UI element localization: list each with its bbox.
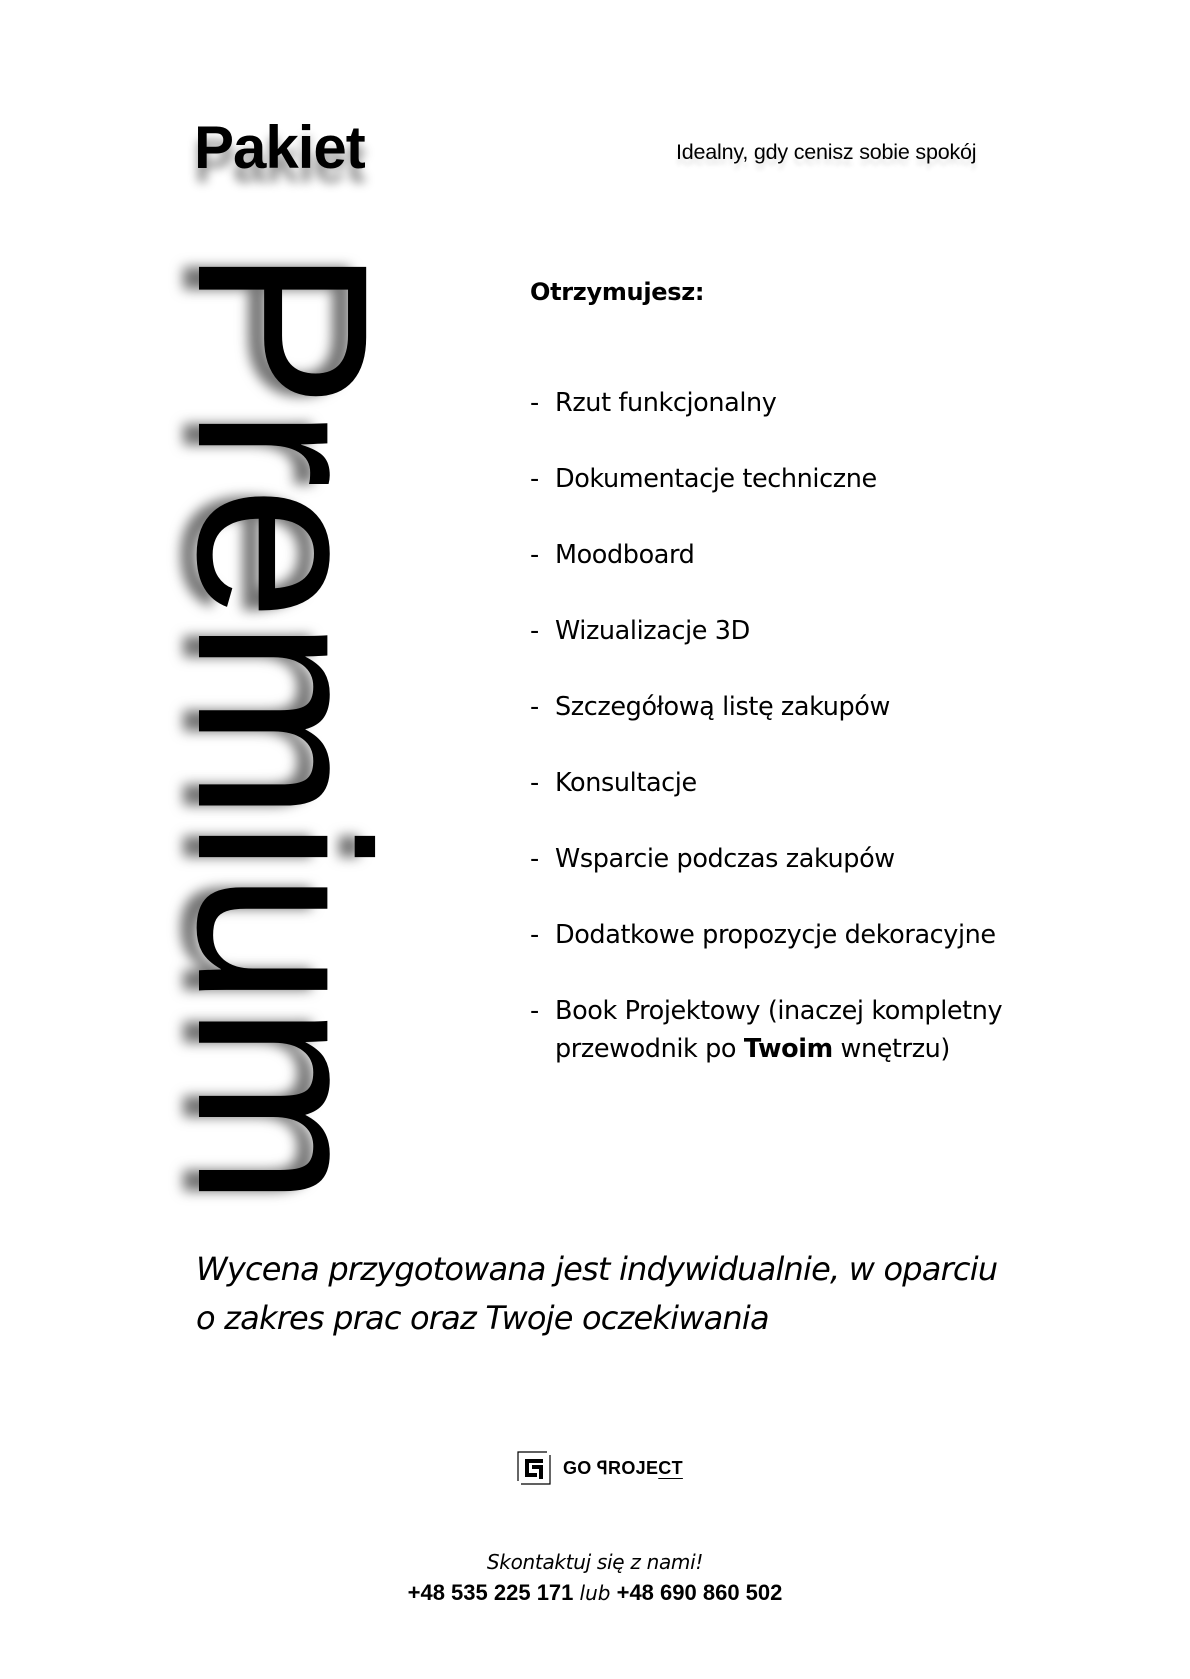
features-list [530, 384, 1090, 1106]
company-name-main: ꟼROJE [596, 1458, 659, 1478]
list-item [530, 688, 1090, 726]
company-name [563, 1459, 683, 1477]
list-item-label: Dokumentacje techniczne [555, 464, 877, 494]
package-name-vertical [147, 247, 418, 1206]
dash-bullet-icon: - [530, 844, 539, 874]
dash-bullet-icon: - [530, 920, 539, 950]
list-item-label: Rzut funkcjonalny [555, 388, 777, 418]
list-item-label: Moodboard [555, 540, 695, 570]
dash-bullet-icon: - [530, 464, 539, 494]
dash-bullet-icon: - [530, 996, 539, 1026]
list-item-label: Konsultacje [555, 768, 697, 798]
contact-section [0, 1548, 1190, 1608]
dash-bullet-icon: - [530, 768, 539, 798]
list-item-label: Wsparcie podczas zakupów [555, 844, 895, 874]
go-project-logo-icon [517, 1451, 551, 1485]
dash-bullet-icon: - [530, 692, 539, 722]
dash-bullet-icon: - [530, 616, 539, 646]
list-item-label: Wizualizacje 3D [555, 616, 750, 646]
phone-number-2[interactable]: +48 690 860 502 [616, 1580, 783, 1605]
pricing-note-line2: o zakres prac oraz Twoje oczekiwania [196, 1299, 769, 1337]
list-item [530, 384, 1090, 422]
list-item [530, 992, 1090, 1068]
company-logo [517, 1451, 683, 1485]
list-item-label-line1: Book Projektowy (inaczej kompletny [555, 996, 1003, 1026]
company-name-prefix: GO [563, 1458, 597, 1478]
phone-separator: lub [579, 1581, 611, 1605]
label-text: wnętrzu) [832, 1034, 950, 1064]
list-item-label: Dodatkowe propozycje dekoracyjne [555, 920, 996, 950]
contact-cta: Skontaktuj się z nami! [486, 1550, 704, 1574]
list-item [530, 764, 1090, 802]
label-text: przewodnik po [555, 1034, 744, 1064]
list-item [530, 460, 1090, 498]
list-item-label: Szczegółową listę zakupów [555, 692, 890, 722]
pricing-note-line1: Wycena przygotowana jest indywidualnie, w oparciu [196, 1250, 998, 1288]
dash-bullet-icon: - [530, 388, 539, 418]
pricing-note [196, 1245, 1096, 1343]
dash-bullet-icon: - [530, 540, 539, 570]
company-name-end: CT [658, 1458, 683, 1478]
package-name: Premium [147, 247, 418, 1206]
features-heading: Otrzymujesz: [530, 278, 705, 306]
list-item [530, 536, 1090, 574]
emphasis-text: Twoim [743, 1034, 833, 1064]
contact-phones [0, 1578, 1190, 1608]
list-item-label-line2 [555, 1034, 950, 1064]
phone-number-1[interactable]: +48 535 225 171 [407, 1580, 574, 1605]
list-item [530, 612, 1090, 650]
features-section [530, 278, 1090, 1064]
list-item [530, 916, 1090, 954]
package-title-prefix: Pakiet [194, 114, 365, 181]
list-item [530, 840, 1090, 878]
tagline: Idealny, gdy cenisz sobie spokój [676, 140, 977, 164]
